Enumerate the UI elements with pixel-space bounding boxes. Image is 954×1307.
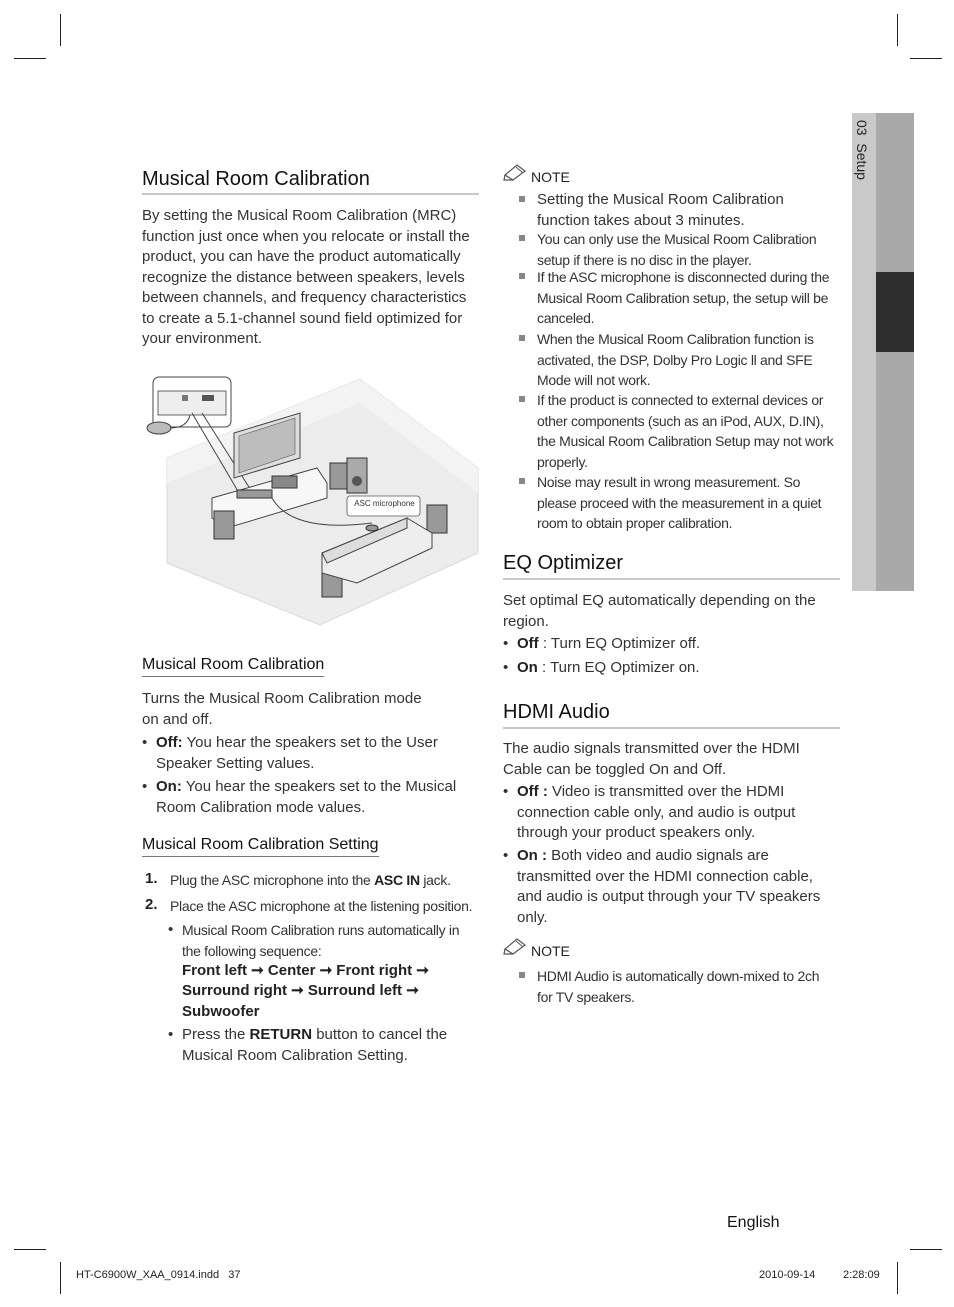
crop-mark [60,1262,61,1294]
return-pre: Press the [182,1026,250,1043]
note-bullet [519,235,525,241]
room-diagram [142,373,482,628]
front-left-speaker-icon [214,511,234,539]
step1-text: Plug the ASC microphone into the [170,872,375,888]
seq-intro: Musical Room Calibration runs automatically in the following sequence: [182,922,460,959]
sub1-desc: Turns the Musical Room Calibration mode on and off. [142,690,422,728]
subwoofer-cone [352,476,362,486]
bullet-dot: • [503,659,509,676]
crop-mark [14,58,46,59]
mrc-title: Musical Room Calibration [142,168,370,190]
subwoofer-icon [347,458,367,493]
mrc-on-item [156,777,476,818]
receiver-icon [237,490,272,498]
title-rule [503,727,840,729]
note1-item-2: If the ASC microphone is disconnected during the Musical Room Calibration setup, the setup will be canceled. [537,269,830,326]
bullet-dot: • [168,921,174,938]
note-bullet [519,396,525,402]
center-speaker-icon [272,476,297,488]
note-bullet [519,972,525,978]
eq-off-item [517,634,837,655]
note1-item-4: If the product is connected to external devices or other components (such as an iPod, AUX, D.IN), the Musical Room Calibration Setup may not work properly. [537,392,834,470]
hdmi-title: HDMI Audio [503,701,610,723]
eq-title: EQ Optimizer [503,552,624,574]
footer-file: HT-C6900W_XAA_0914.indd 37 [76,1269,241,1281]
note1-item-1: You can only use the Musical Room Calibration setup if there is no disc in the player. [537,231,817,268]
return-item [182,1025,477,1066]
mic-label: ASC microphone [354,499,415,508]
eq-on-text: : Turn EQ Optimizer on. [537,659,700,676]
eq-desc: Set optimal EQ automatically depending on the region. [503,592,816,630]
hdmi-off-item [517,782,827,844]
note-bullet [519,335,525,341]
mrc-off-item [156,733,476,774]
footer-time: 2:28:09 [843,1269,880,1281]
mrc-off-text: You hear the speakers set to the User Speaker Setting values. [156,734,438,772]
receiver-panel [158,391,226,415]
step-2: Place the ASC microphone at the listening position. [170,898,473,914]
side-tab-bar [876,113,914,591]
seq-line-1: Front left ➞ Center ➞ Front right ➞ [182,962,429,979]
hdmi-on-label: On : [517,847,547,864]
seq-line-2: Surround right ➞ Surround left ➞ [182,982,419,999]
return-bold: RETURN [249,1026,313,1043]
note2-label: NOTE [531,943,570,959]
note1-item-5: Noise may result in wrong measurement. So please proceed with the measurement in a quiet room to obtain proper calibration. [537,474,822,531]
note1-item-3: When the Musical Room Calibration function is activated, the DSP, Dolby Pro Logic ll and SFE Mode will not work. [537,331,814,388]
eq-on-label: On [517,659,538,676]
sub1-title: Musical Room Calibration [142,656,324,677]
crop-mark [910,1249,942,1250]
eq-off-label: Off [517,635,539,652]
note-bullet [519,273,525,279]
title-rule [503,578,840,580]
note2-item-0: HDMI Audio is automatically down-mixed to 2ch for TV speakers. [537,968,820,1005]
crop-mark [14,1249,46,1250]
crop-mark [897,1262,898,1294]
crop-mark [60,14,61,46]
asc-microphone-icon [147,422,171,434]
hdmi-off-label: Off : [517,783,548,800]
note-bullet [519,478,525,484]
hdmi-on-text: Both video and audio signals are transmitted over the HDMI connection cable, and audio is output through your TV speakers only. [517,847,821,926]
hdmi-off-text: Video is transmitted over the HDMI connection cable only, and audio is output through your product speakers only. [517,783,796,841]
surround-right-speaker-icon [427,505,447,533]
crop-mark [910,58,942,59]
asc-microphone-icon [366,525,378,531]
hdmi-desc: The audio signals transmitted over the HDMI Cable can be toggled On and Off. [503,740,800,778]
footer-date: 2010-09-14 [759,1269,816,1281]
bullet-dot: • [168,1026,174,1043]
bullet-dot: • [503,783,509,800]
note-bullet [519,196,525,202]
page-language: English [727,1214,780,1231]
bullet-dot: • [503,635,509,652]
hdmi-on-item [517,846,835,928]
front-right-speaker-icon [330,463,348,489]
bullet-dot: • [142,778,148,795]
note1-label: NOTE [531,169,570,185]
side-tab-active [876,272,914,352]
return-post: button to cancel the Musical Room Calibration Setting. [182,1026,448,1064]
note-pencil-icon [503,937,529,955]
mrc-off-label: Off: [156,734,183,751]
mrc-on-label: On: [156,778,182,795]
asc-jack [202,395,214,401]
seq-line-3: Subwoofer [182,1003,260,1020]
mrc-intro: By setting the Musical Room Calibration (MRC) function just once when you relocate or install the product, you can have the product automatically recognize the distance between speakers, levels between channels, and frequency characteristics to create a 5.1-channel sound field optimized for your environment. [142,207,470,347]
mrc-on-text: You hear the speakers set to the Musical Room Calibration mode values. [156,778,457,816]
bullet-dot: • [142,734,148,751]
sub2-title: Musical Room Calibration Setting [142,836,379,857]
side-tab-label: 03 Setup [854,120,870,180]
step-number: 2. [145,896,158,913]
bullet-dot: • [503,847,509,864]
title-rule [142,193,479,195]
note-pencil-icon [503,163,529,181]
note1-item-0: Setting the Musical Room Calibration function takes about 3 minutes. [537,191,784,229]
step1-end: jack. [419,872,451,888]
asc-jack [182,395,188,401]
eq-on-item [517,658,837,679]
step-number: 1. [145,870,158,887]
crop-mark [897,14,898,46]
step-1 [170,870,480,891]
eq-off-text: : Turn EQ Optimizer off. [538,635,701,652]
step1-bold: ASC IN [374,872,420,888]
